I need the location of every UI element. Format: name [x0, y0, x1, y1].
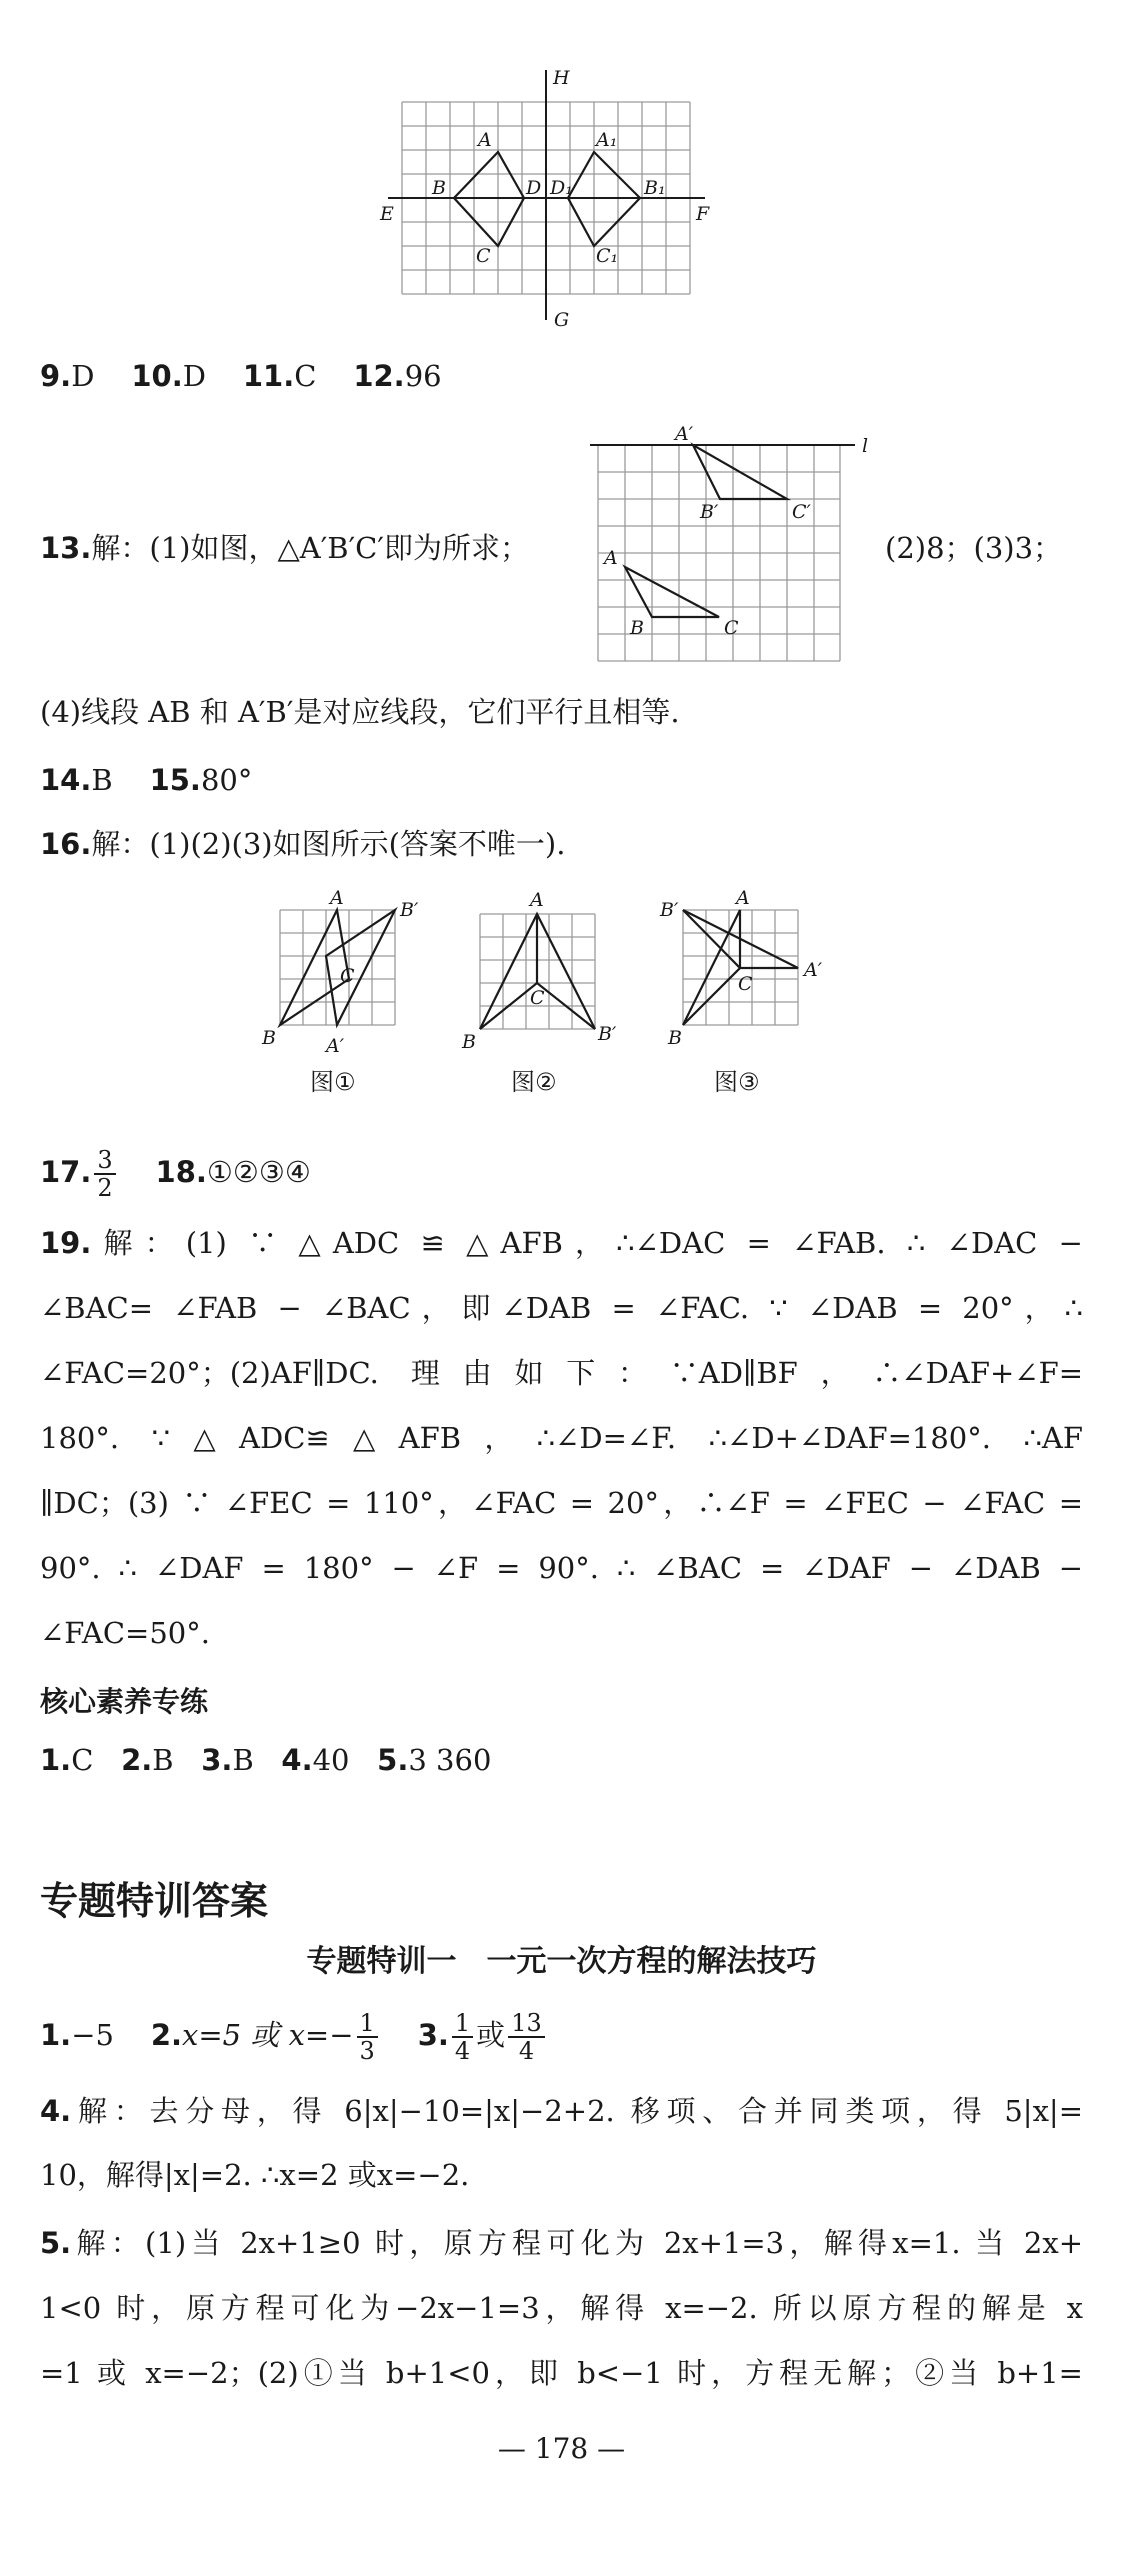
q16-fig3-label-a-prime: A′ [804, 959, 823, 981]
label-c-prime: C′ [792, 501, 811, 523]
answer-16: 16.解：(1)(2)(3)如图所示(答案不唯一). [40, 827, 566, 861]
special-subheading: 专题特训一 一元一次方程的解法技巧 [306, 1944, 817, 1979]
answer-19-line-3: ∠FAC=20°；(2)AF∥DC. 理由如下：∵AD∥BF，∴∠DAF+∠F= [40, 1356, 1083, 1390]
answers-9-12: 9.D 10.D 11.C 12.96 [40, 359, 442, 393]
q16-fig1-triangle-abc [280, 910, 349, 1025]
q16-fig1-caption: 图① [310, 1068, 356, 1096]
q16-fig1-label-b-prime: B′ [400, 899, 419, 921]
label-h: H [553, 67, 570, 89]
figure-q16 [0, 0, 1123, 1120]
q16-fig1-triangle-image [326, 910, 395, 1025]
label-b13: B [630, 617, 644, 639]
fraction-special-3a: $\frac{1}{4}$ [452, 2010, 473, 2064]
answer-13-right: (2)8；(3)3； [885, 531, 1063, 565]
answer-19-line-1: 19.解：(1) ∵ △ADC ≌ △AFB，∴∠DAC = ∠FAB. ∴ ∠DAC − [40, 1226, 1083, 1260]
q16-fig3-label-c: C [738, 973, 753, 995]
special-answers-1-3: 1.−5 2.x=5 或 x=− $\frac{1}{3}$ 3. $\frac{1}{4}$ 或 $\frac{13}{4}$ [40, 2005, 1083, 2065]
label-b-prime: B′ [700, 501, 719, 523]
q16-fig1-label-a-prime: A′ [326, 1035, 345, 1057]
label-b: B [432, 177, 446, 199]
answer-13-part4: (4)线段 AB 和 A′B′是对应线段，它们平行且相等. [40, 695, 680, 729]
label-c1: C₁ [596, 245, 619, 267]
q16-fig2-caption: 图② [511, 1068, 557, 1096]
answer-19-line-6: 90°. ∴ ∠DAF = 180° − ∠F = 90°. ∴ ∠BAC = ∠DAF − ∠DAB − [40, 1551, 1083, 1585]
answers-14-15: 14.B 15.80° [40, 763, 253, 797]
label-e: E [380, 203, 394, 225]
special-heading: 专题特训答案 [40, 1879, 269, 1923]
page-number: — 178 — [497, 2432, 626, 2465]
q16-fig2-label-a: A [530, 889, 544, 911]
q16-fig2-label-c: C [530, 987, 545, 1009]
fraction-17: $\frac{3}{2}$ [94, 1147, 115, 1201]
label-a1: A₁ [596, 129, 618, 151]
q16-fig3-label-b-prime: B′ [660, 899, 679, 921]
q16-fig3-label-a: A [736, 887, 750, 909]
label-a: A [478, 129, 492, 151]
q16-fig3-caption: 图③ [714, 1068, 760, 1096]
answer-19-line-7: ∠FAC=50°. [40, 1616, 210, 1650]
q16-fig3-triangle-abc [683, 910, 740, 1025]
label-a-prime: A′ [675, 423, 694, 445]
special-4-line-1: 4.解：去分母，得 6|x|−10=|x|−2+2. 移项、合并同类项，得 5|x|= [40, 2094, 1083, 2128]
answer-19-line-2: ∠BAC= ∠FAB − ∠BAC，即∠DAB = ∠FAC. ∵ ∠DAB = 20°，∴ [40, 1291, 1083, 1325]
q16-fig2-label-b: B [462, 1031, 476, 1053]
label-f: F [696, 203, 710, 225]
q16-fig1-label-a: A [330, 887, 344, 909]
fraction-special-2: $\frac{1}{3}$ [357, 2010, 378, 2064]
label-l: l [862, 435, 869, 457]
special-4-line-2: 10，解得|x|=2. ∴x=2 或x=−2. [40, 2158, 470, 2192]
q16-fig3-label-b: B [668, 1027, 682, 1049]
q16-fig1-label-b: B [262, 1027, 276, 1049]
answer-19-line-4: 180°. ∵△ADC≌△AFB，∴∠D=∠F. ∴∠D+∠DAF=180°. ∴AF [40, 1421, 1083, 1455]
fraction-special-3b: $\frac{13}{4}$ [508, 2010, 545, 2064]
answer-13: 13.解：(1)如图，△A′B′C′即为所求； [40, 531, 529, 565]
special-5-line-2: 1<0 时，原方程可化为−2x−1=3，解得 x=−2. 所以原方程的解是 x [40, 2291, 1083, 2325]
label-c13: C [724, 617, 739, 639]
label-b1: B₁ [644, 177, 666, 199]
special-5-line-3: =1 或 x=−2；(2)①当 b+1<0，即 b<−1 时，方程无解；②当 b+1= [40, 2356, 1083, 2390]
q16-fig1-grid [280, 910, 395, 1025]
section-core-title: 核心素养专练 [40, 1685, 209, 1718]
label-d1: D₁ [550, 177, 573, 199]
q16-fig2-label-b-prime: B′ [598, 1023, 617, 1045]
answer-19-line-5: ∥DC；(3) ∵ ∠FEC = 110°，∠FAC = 20°，∴∠F = ∠FEC − ∠FAC = [40, 1486, 1083, 1520]
label-g: G [554, 309, 570, 331]
answers-17-18: 17. $\frac{3}{2}$ 18.①②③④ [40, 1146, 311, 1202]
label-d: D [526, 177, 542, 199]
q16-fig1-label-c: C [340, 965, 355, 987]
core-answers: 1.C 2.B 3.B 4.40 5.3 360 [40, 1743, 492, 1777]
label-c: C [476, 245, 491, 267]
special-5-line-1: 5.解：(1)当 2x+1≥0 时，原方程可化为 2x+1=3，解得x=1. 当 2x+ [40, 2226, 1083, 2260]
label-a13: A [604, 547, 618, 569]
